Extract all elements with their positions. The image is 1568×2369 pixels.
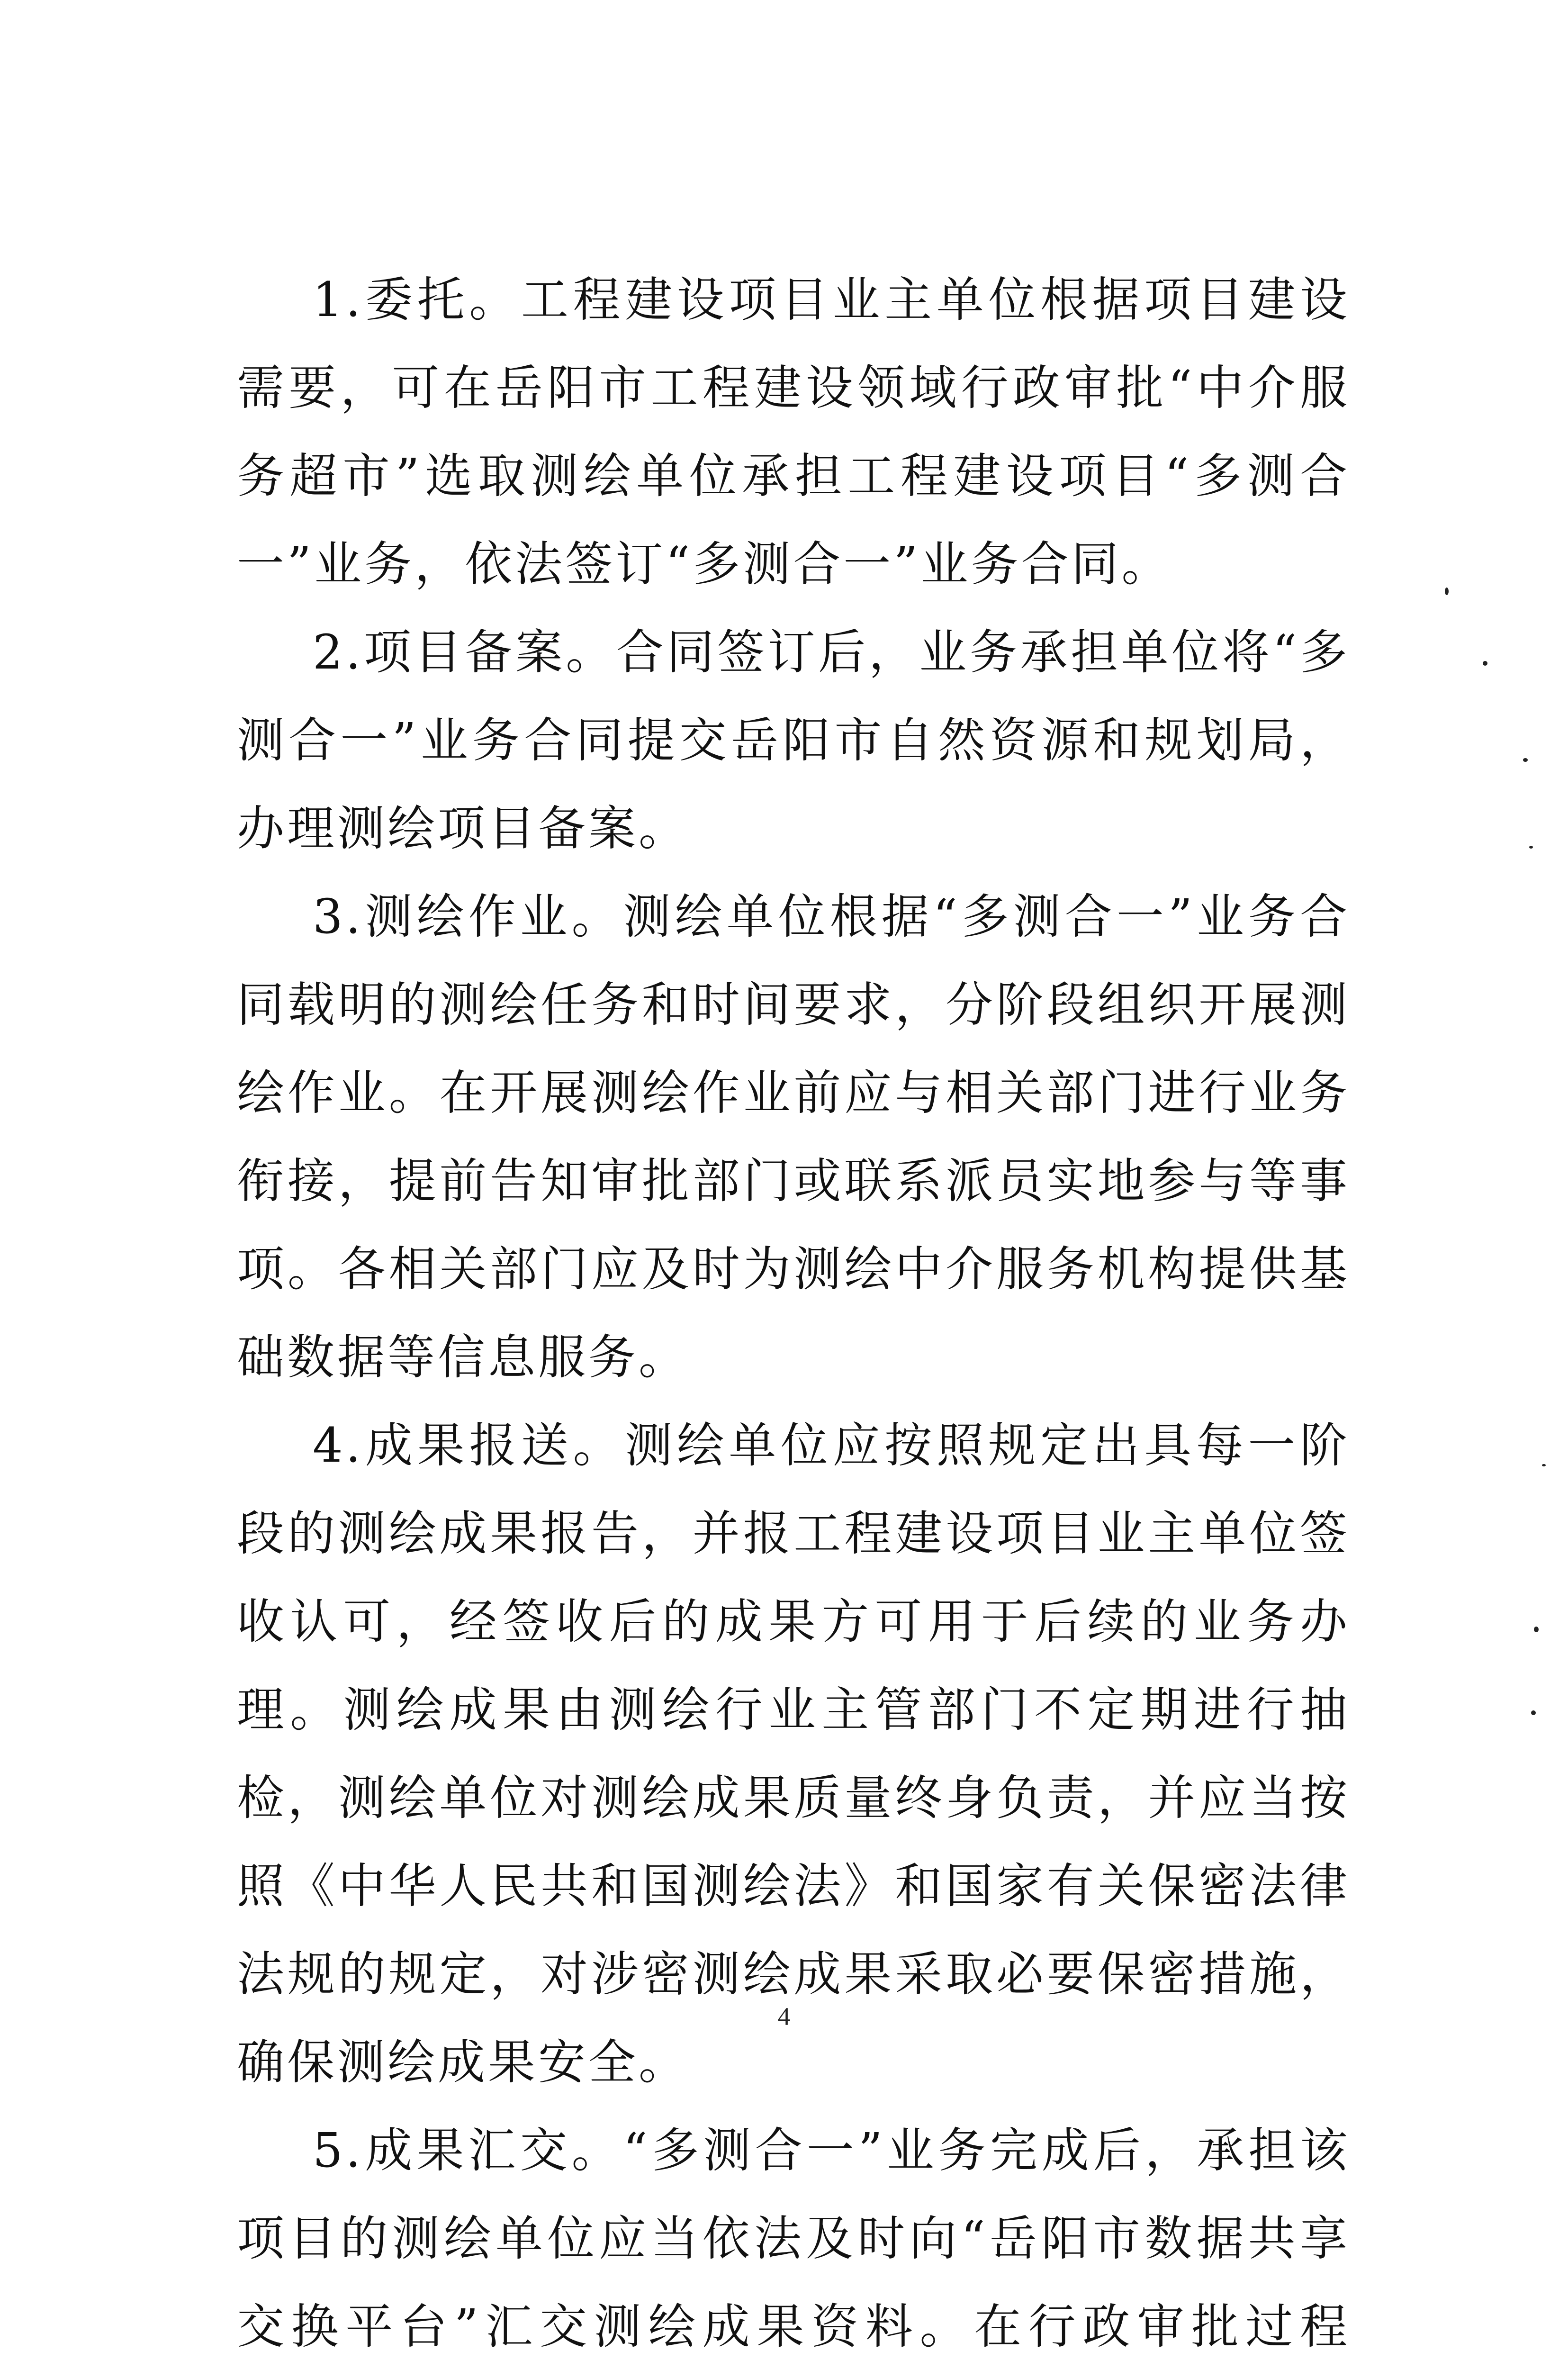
scan-speck — [1534, 1627, 1539, 1632]
scan-speck — [1523, 758, 1528, 762]
paragraph-entrust: 1.委托。工程建设项目业主单位根据项目建设需要，可在岳阳市工程建设领域行政审批“中介服务超市”选取测绘单位承担工程建设项目“多测合一”业务，依法签订“多测合一”业务合同。 — [237, 272, 1350, 592]
paragraph-surveying-work: 3.测绘作业。测绘单位根据“多测合一”业务合同载明的测绘任务和时间要求，分阶段组织开展测绘作业。在开展测绘作业前应与相关部门进行业务衔接，提前告知审批部门或联系派员实地参与等事项。各相关部门应及时为测绘中介服务机构提供基础数据等信息服务。 — [237, 889, 1350, 1385]
paragraph-project-filing: 2.项目备案。合同签订后，业务承担单位将“多测合一”业务合同提交岳阳市自然资源和规划局，办理测绘项目备案。 — [237, 624, 1350, 856]
scan-speck — [1542, 1464, 1546, 1466]
scan-speck — [1445, 588, 1449, 595]
document-body — [237, 256, 1350, 2369]
paragraph-result-submission: 4.成果报送。测绘单位应按照规定出具每一阶段的测绘成果报告，并报工程建设项目业主单位签收认可，经签收后的成果方可用于后续的业务办理。测绘成果由测绘行业主管部门不定期进行抽检，测绘单位对测绘成果质量终身负责，并应当按照《中华人民共和国测绘法》和国家有关保密法律法规的规定，对涉密测绘成果采取必要保密措施，确保测绘成果安全。 — [237, 1418, 1350, 2090]
paragraph-result-collection: 5.成果汇交。“多测合一”业务完成后，承担该项目的测绘单位应当依法及时向“岳阳市数据共享交换平台”汇交测绘成果资料。在行政审批过程 — [237, 2123, 1350, 2354]
scan-speck — [1531, 1710, 1536, 1715]
scan-speck — [1483, 661, 1487, 666]
scan-speck — [1529, 846, 1533, 849]
page-number: 4 — [777, 2002, 791, 2031]
